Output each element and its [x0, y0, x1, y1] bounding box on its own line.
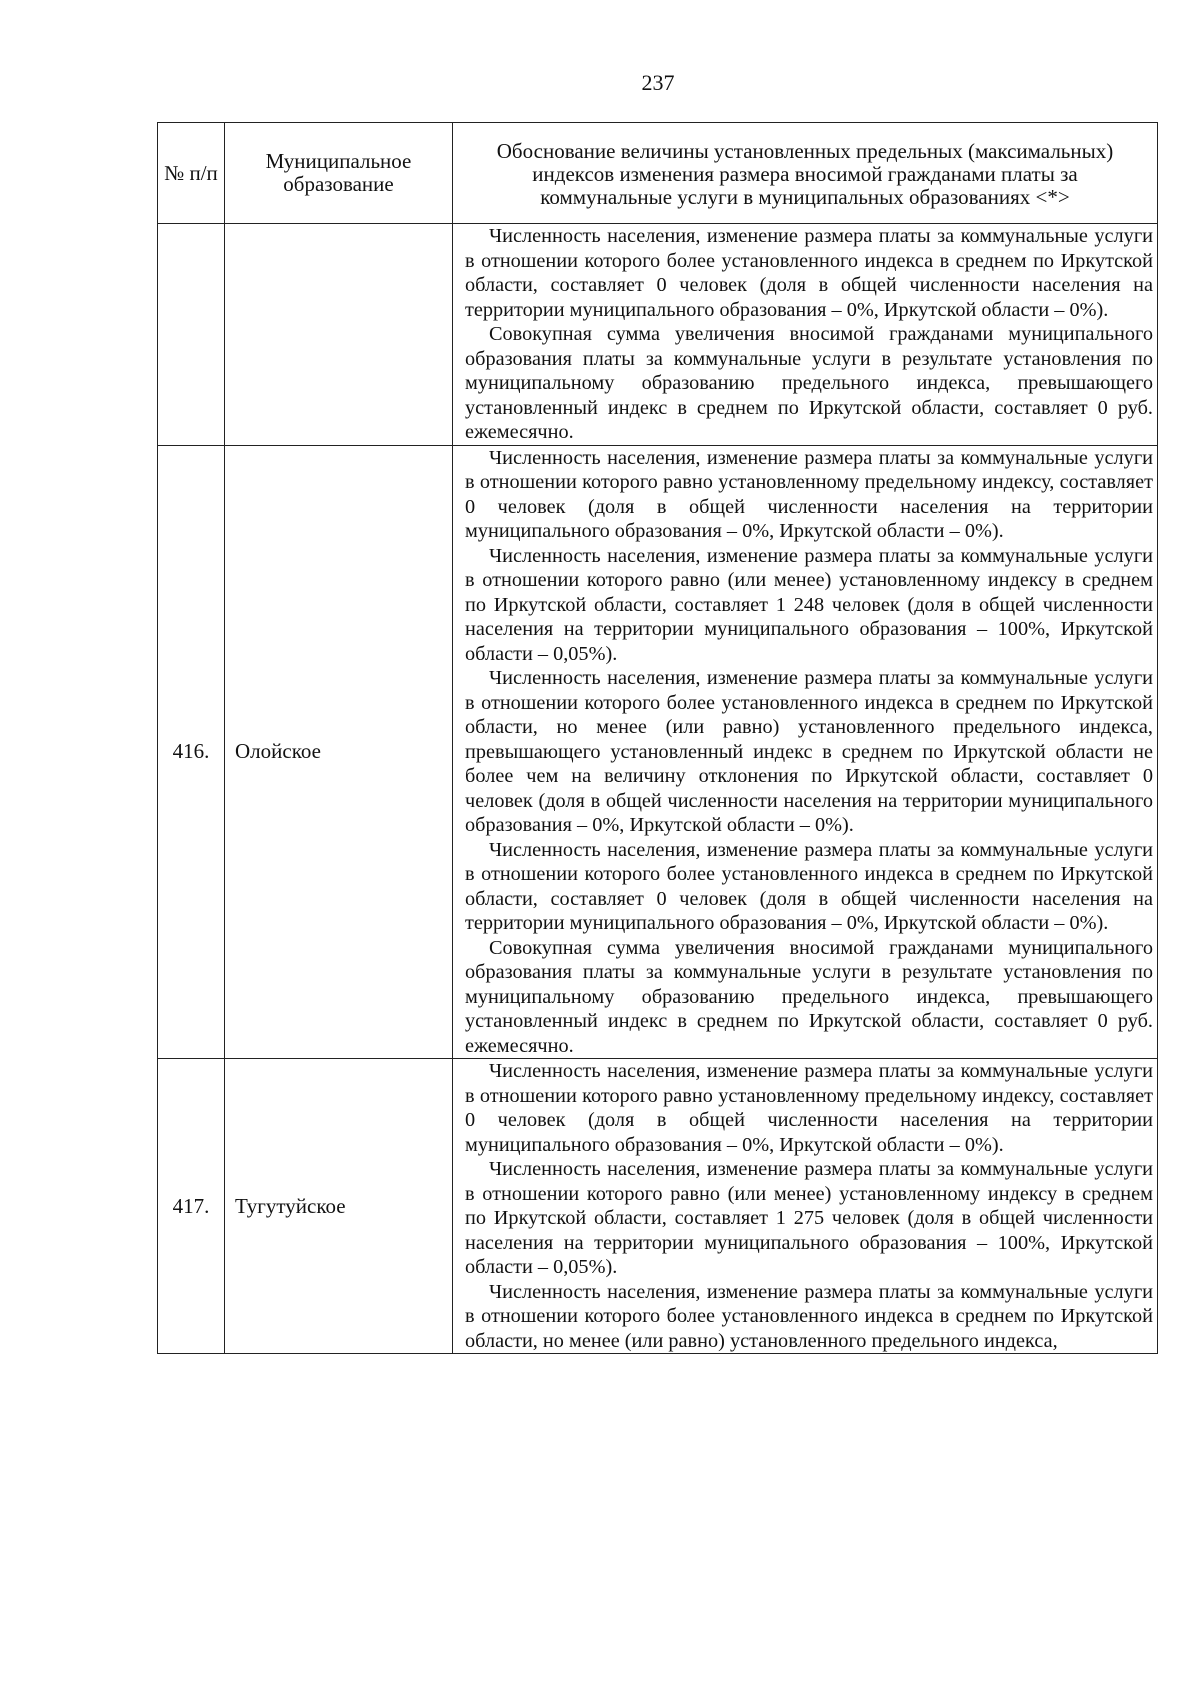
- row-justification: [453, 224, 1158, 446]
- table-row: [158, 1059, 1158, 1354]
- row-number: [158, 224, 225, 446]
- table-row: [158, 224, 1158, 446]
- row-municipality: Олойское: [225, 445, 453, 1059]
- justification-paragraph: Совокупная сумма увеличения вносимой гражданами муниципального образования платы за коммунальные услуги в результате установления по муниципальному образованию предельного индекса, превышающего установленный индекс в среднем по Иркутской области, составляет 0 руб. ежемесячно.: [465, 323, 1153, 443]
- justification-paragraph: Численность населения, изменение размера платы за коммунальные услуги в отношении которого более установленного индекса в среднем по Иркутской области, составляет 0 человек (доля в общей численности населения на территории муниципального образования – 0%, Иркутской области – 0%).: [465, 838, 1153, 934]
- justification-paragraph: Численность населения, изменение размера платы за коммунальные услуги в отношении которого более установленного индекса в среднем по Иркутской области, составляет 0 человек (доля в общей численности населения на территории муниципального образования – 0%, Иркутской области – 0%).: [465, 225, 1153, 321]
- justification-table: [157, 122, 1158, 1354]
- row-municipality: Тугутуйское: [225, 1059, 453, 1354]
- justification-paragraph: Совокупная сумма увеличения вносимой гражданами муниципального образования платы за коммунальные услуги в результате установления по муниципальному образованию предельного индекса, превышающего установленный индекс в среднем по Иркутской области, составляет 0 руб. ежемесячно.: [465, 936, 1153, 1057]
- header-municipality: Муниципальное образование: [225, 123, 453, 224]
- row-number: 417.: [158, 1059, 225, 1354]
- justification-paragraph: Численность населения, изменение размера платы за коммунальные услуги в отношении которого равно установленному предельному индексу, составляет 0 человек (доля в общей численности населения на территории муниципального образования – 0%, Иркутской области – 0%).: [465, 446, 1153, 542]
- justification-paragraph: Численность населения, изменение размера платы за коммунальные услуги в отношении которого равно (или менее) установленному индексу в среднем по Иркутской области, составляет 1 275 человек (доля в общей численности населения на территории муниципального образования – 100%, Иркутской области – 0,05%).: [465, 1158, 1153, 1278]
- justification-paragraph: Численность населения, изменение размера платы за коммунальные услуги в отношении которого равно установленному предельному индексу, составляет 0 человек (доля в общей численности населения на территории муниципального образования – 0%, Иркутской области – 0%).: [465, 1060, 1153, 1156]
- page-number: 237: [641, 70, 675, 95]
- row-number: 416.: [158, 445, 225, 1059]
- row-justification: [453, 445, 1158, 1059]
- justification-paragraph: Численность населения, изменение размера платы за коммунальные услуги в отношении которого более установленного индекса в среднем по Иркутской области, но менее (или равно) установленного предельного индекса,: [465, 1280, 1153, 1352]
- justification-paragraph: Численность населения, изменение размера платы за коммунальные услуги в отношении которого равно (или менее) установленному индексу в среднем по Иркутской области, составляет 1 248 человек (доля в общей численности населения на территории муниципального образования – 100%, Иркутской области – 0,05%).: [465, 544, 1153, 665]
- header-justification: Обоснование величины установленных предельных (максимальных) индексов изменения размера вносимой гражданами платы за коммунальные услуги в муниципальных образованиях <*>: [453, 123, 1158, 224]
- table-header-row: [158, 123, 1158, 224]
- justification-paragraph: Численность населения, изменение размера платы за коммунальные услуги в отношении которого более установленного индекса в среднем по Иркутской области, но менее (или равно) установленного предельного индекса, превышающего установленный индекс в среднем по Иркутской области не более чем на величину отклонения по Иркутской области, составляет 0 человек (доля в общей численности населения на территории муниципального образования – 0%, Иркутской области – 0%).: [465, 667, 1153, 836]
- table-row: [158, 445, 1158, 1059]
- row-justification: [453, 1059, 1158, 1354]
- row-municipality: [225, 224, 453, 446]
- header-number: № п/п: [158, 123, 225, 224]
